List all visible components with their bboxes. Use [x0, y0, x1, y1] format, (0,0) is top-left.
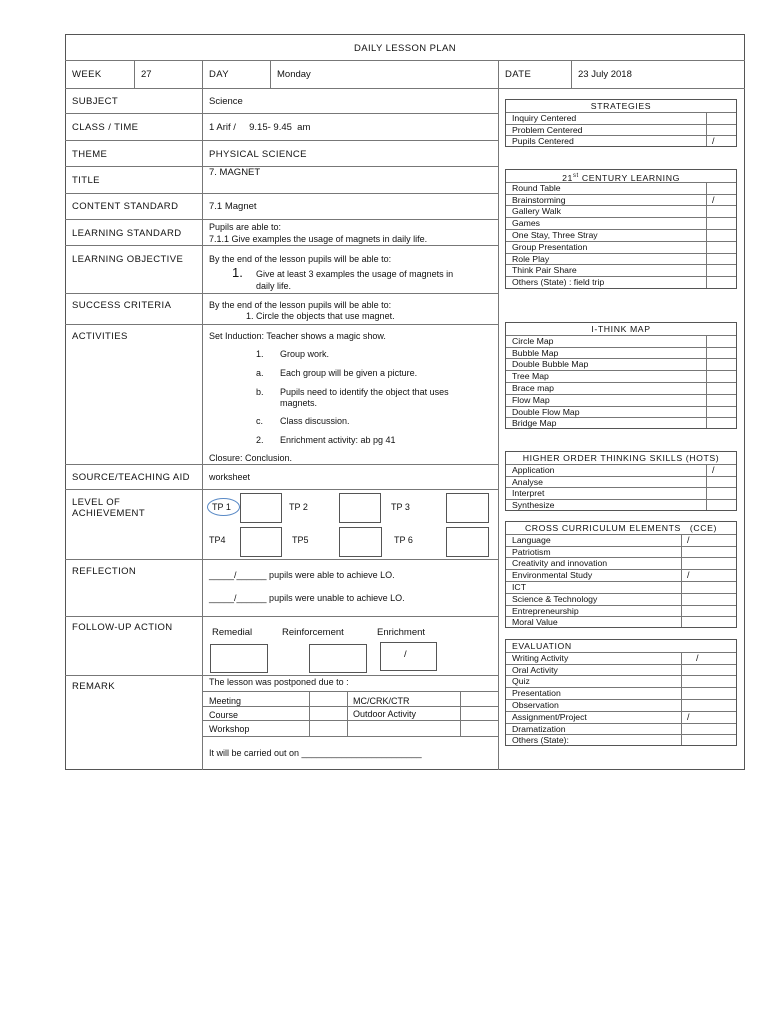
remedial-label: Remedial — [212, 627, 253, 638]
title-value: 7. MAGNET — [209, 167, 261, 178]
check-mark[interactable]: / — [687, 570, 690, 581]
date-label: DATE — [505, 69, 532, 80]
tp3-label: TP 3 — [391, 502, 410, 512]
check-mark[interactable]: / — [696, 652, 699, 663]
remark-label: REMARK — [72, 681, 116, 692]
list-item: Round Table — [512, 182, 561, 193]
learning-objective-line2: daily life. — [256, 281, 292, 291]
list-item: Double Bubble Map — [512, 359, 589, 370]
tp2-box[interactable] — [339, 493, 381, 523]
strategies-table — [505, 99, 737, 147]
list-item: Entrepreneurship — [512, 605, 579, 616]
list-item: Double Flow Map — [512, 406, 580, 417]
list-item: Brainstorming — [512, 194, 566, 205]
tp5-box[interactable] — [339, 527, 382, 557]
remark-intro: The lesson was postponed due to : — [209, 677, 349, 687]
content-standard-value: 7.1 Magnet — [209, 201, 257, 212]
remark-carried: It will be carried out on ________________________ — [209, 748, 422, 758]
list-item: Quiz — [512, 676, 530, 687]
activity-text: Pupils need to identify the object that uses — [280, 387, 449, 397]
list-item: Patriotism — [512, 546, 551, 557]
check-mark[interactable]: / — [712, 464, 715, 475]
success-criteria-item: Circle the objects that use magnet. — [256, 311, 395, 321]
subject-label: SUBJECT — [72, 96, 119, 107]
activity-text: Group work. — [280, 349, 330, 359]
reinforcement-label: Reinforcement — [282, 627, 344, 638]
list-item: Analyse — [512, 476, 543, 487]
source-label: SOURCE/TEACHING AID — [72, 472, 190, 483]
list-item: Bridge Map — [512, 418, 557, 429]
list-item: ICT — [512, 582, 526, 592]
success-criteria-num: 1. — [246, 311, 254, 321]
tp1-label: TP 1 — [212, 502, 231, 512]
list-item: Observation — [512, 700, 559, 710]
success-criteria-intro: By the end of the lesson pupils will be able to: — [209, 300, 392, 310]
strategies-header: STRATEGIES — [590, 101, 652, 111]
subject-value: Science — [209, 96, 243, 107]
class-time-label: CLASS / TIME — [72, 122, 139, 133]
list-item: Inquiry Centered — [512, 112, 577, 123]
activity-text: Each group will be given a picture. — [280, 368, 418, 378]
list-item: Circle Map — [512, 335, 554, 346]
list-item: One Stay, Three Stray — [512, 230, 598, 240]
enrichment-box[interactable] — [380, 642, 437, 671]
list-item: Tree Map — [512, 371, 549, 382]
tp6-label: TP 6 — [394, 535, 413, 545]
evaluation-header: EVALUATION — [512, 641, 572, 651]
theme-value: PHYSICAL SCIENCE — [209, 149, 307, 160]
remark-course: Course — [209, 710, 239, 720]
tp4-label: TP4 — [209, 535, 226, 545]
list-item: Pupils Centered — [512, 136, 574, 147]
remedial-box[interactable] — [210, 644, 268, 673]
list-item: Role Play — [512, 253, 550, 264]
tp3-box[interactable] — [446, 493, 489, 523]
tp1-circle — [207, 498, 240, 516]
list-item: Assignment/Project — [512, 711, 587, 722]
list-item: Others (State) : field trip — [512, 277, 605, 288]
century-learning-table — [505, 169, 737, 289]
check-mark[interactable]: / — [712, 136, 715, 147]
list-item: Others (State): — [512, 735, 569, 746]
day-value: Monday — [277, 69, 311, 80]
enrichment-mark: / — [404, 649, 407, 660]
activity-num: b. — [256, 387, 264, 397]
list-item: Environmental Study — [512, 570, 593, 581]
activity-num: a. — [256, 368, 264, 378]
list-item: Presentation — [512, 688, 561, 699]
list-item: Brace map — [512, 383, 555, 393]
week-value: 27 — [141, 69, 152, 80]
list-item: Group Presentation — [512, 241, 588, 252]
list-item: Moral Value — [512, 617, 558, 628]
activity-text: Enrichment activity: ab pg 41 — [280, 435, 396, 445]
reinforcement-box[interactable] — [309, 644, 367, 673]
learning-standard-label: LEARNING STANDARD — [72, 228, 182, 239]
list-item: Games — [512, 218, 541, 229]
title-label: TITLE — [72, 175, 100, 186]
list-item: Bubble Map — [512, 347, 559, 358]
learning-objective-label: LEARNING OBJECTIVE — [72, 254, 184, 265]
remark-outdoor: Outdoor Activity — [353, 709, 417, 719]
class-time-value: 1 Arif / 9.15- 9.45 am — [209, 122, 311, 133]
achievement-label-2: ACHIEVEMENT — [72, 508, 146, 519]
list-item: Language — [512, 534, 551, 545]
remark-workshop: Workshop — [209, 724, 250, 734]
activity-num: c. — [256, 416, 264, 426]
check-mark[interactable]: / — [712, 194, 715, 205]
tp2-label: TP 2 — [289, 502, 308, 512]
list-item: Creativity and innovation — [512, 558, 608, 569]
activity-num: 1. — [256, 349, 264, 359]
tp4-box[interactable] — [240, 527, 282, 557]
cce-header: CROSS CURRICULUM ELEMENTS (CCE) — [524, 523, 718, 533]
list-item: Interpret — [512, 488, 545, 499]
enrichment-label: Enrichment — [377, 627, 426, 638]
activities-label: ACTIVITIES — [72, 331, 128, 342]
learning-objective-line1: Give at least 3 examples the usage of magnets in — [256, 269, 454, 279]
tp6-box[interactable] — [446, 527, 489, 557]
learning-objective-intro: By the end of the lesson pupils will be able to: — [209, 254, 392, 264]
remark-mc: MC/CRK/CTR — [353, 696, 410, 706]
activity-text: Class discussion. — [280, 416, 350, 426]
list-item: Oral Activity — [512, 664, 558, 675]
activities-closure: Closure: Conclusion. — [209, 453, 293, 463]
check-mark[interactable]: / — [687, 711, 690, 722]
list-item: Problem Centered — [512, 124, 583, 135]
date-value: 23 July 2018 — [578, 69, 632, 80]
tp1-box[interactable] — [240, 493, 282, 523]
day-label: DAY — [209, 69, 230, 80]
reflection-line1: _____/______ pupils were able to achieve LO. — [209, 570, 395, 580]
learning-standard-line1: Pupils are able to: — [209, 222, 282, 232]
success-criteria-label: SUCCESS CRITERIA — [72, 300, 172, 311]
content-standard-label: CONTENT STANDARD — [72, 201, 179, 212]
theme-label: THEME — [72, 149, 108, 160]
list-item: Writing Activity — [512, 652, 569, 663]
hots-table — [505, 451, 737, 511]
remark-meeting: Meeting — [209, 696, 242, 706]
century-header: 21st CENTURY LEARNING — [562, 172, 680, 183]
achievement-label-1: LEVEL OF — [72, 497, 121, 508]
activities-intro: Set Induction: Teacher shows a magic show. — [209, 331, 386, 341]
list-item: Science & Technology — [512, 593, 598, 604]
hots-header: HIGHER ORDER THINKING SKILLS (HOTS) — [522, 453, 720, 463]
cce-table — [505, 521, 737, 628]
tp5-label: TP5 — [292, 535, 309, 545]
ithink-table — [505, 322, 737, 429]
source-value: worksheet — [209, 472, 251, 482]
activity-num: 2. — [256, 435, 264, 445]
list-item: Synthesize — [512, 500, 555, 511]
list-item: Gallery Walk — [512, 206, 561, 217]
week-label: WEEK — [72, 69, 102, 80]
activity-text: magnets. — [280, 398, 318, 408]
learning-objective-num: 1. — [232, 265, 243, 280]
evaluation-table — [505, 639, 737, 746]
followup-label: FOLLOW-UP ACTION — [72, 622, 173, 633]
list-item: Flow Map — [512, 394, 550, 405]
ithink-header: I-THINK MAP — [591, 324, 651, 334]
check-mark[interactable]: / — [687, 534, 690, 545]
learning-standard-line2: 7.1.1 Give examples the usage of magnets in daily life. — [209, 234, 428, 244]
reflection-label: REFLECTION — [72, 566, 137, 577]
page-title: DAILY LESSON PLAN — [353, 43, 457, 54]
list-item: Dramatization — [512, 723, 566, 734]
reflection-line2: _____/______ pupils were unable to achieve LO. — [209, 593, 405, 603]
list-item: Application — [512, 464, 555, 475]
list-item: Think Pair Share — [512, 265, 577, 276]
